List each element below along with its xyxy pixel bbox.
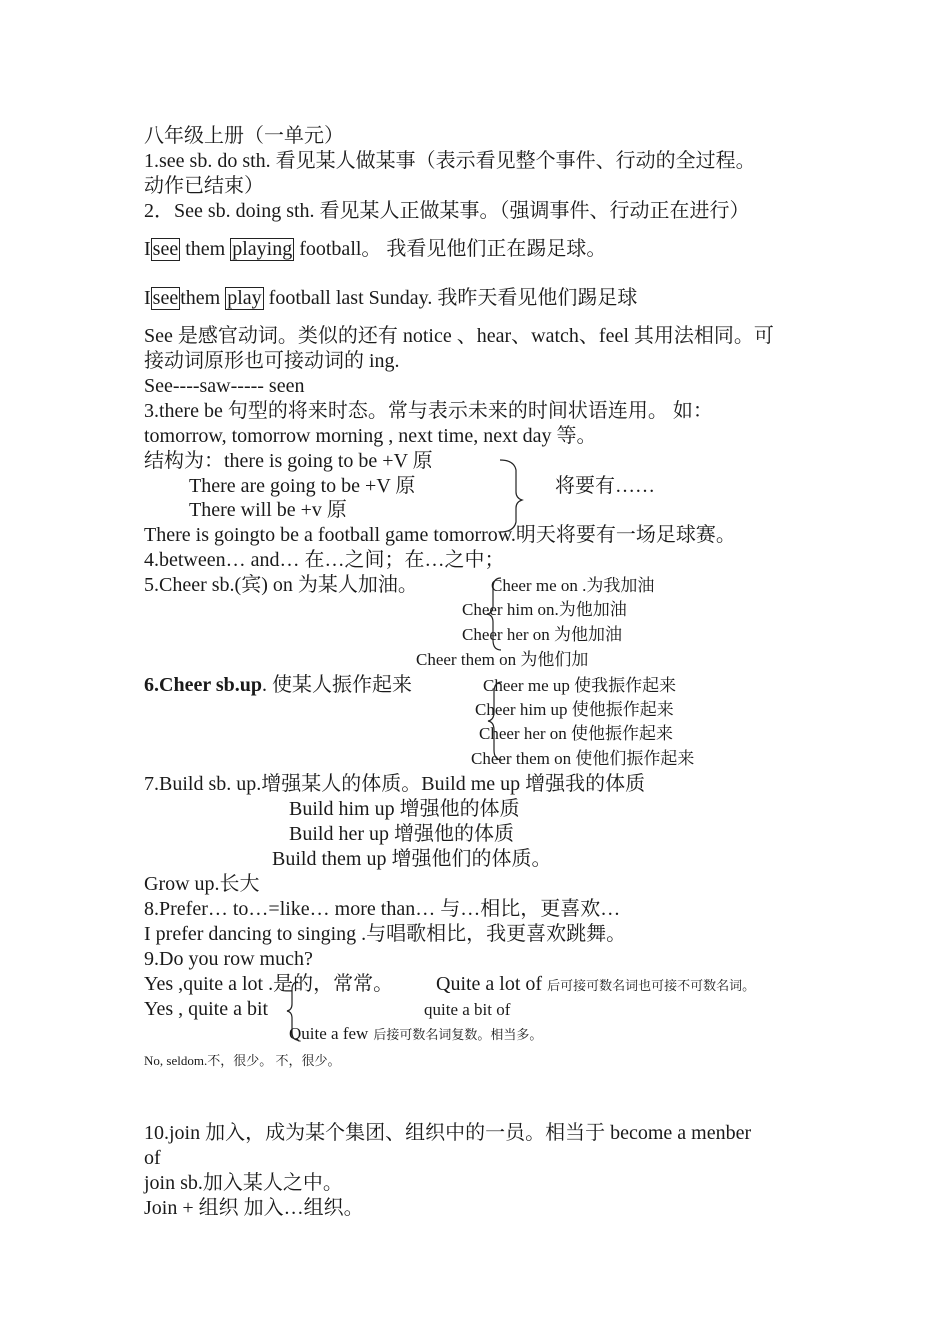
item9-answer2: Yes , quite a bit bbox=[144, 998, 269, 1020]
item6-main bbox=[144, 673, 412, 697]
item3-meaning: 将要有…… bbox=[555, 475, 655, 497]
left-brace-icon bbox=[483, 576, 507, 652]
example2 bbox=[144, 286, 637, 310]
item3-line1: 3.there be 句型的将来时态。常与表示未来的时间状语连用。 如： bbox=[144, 400, 713, 422]
item5-sub-3: Cheer her on 为他加油 bbox=[462, 625, 623, 644]
grow-up: Grow up.长大 bbox=[144, 873, 260, 895]
item5-sub-4: Cheer them on 为他们加 bbox=[416, 650, 589, 669]
quite-a-lot-of-main: Quite a lot of bbox=[436, 973, 543, 995]
example2-verb-boxed: play bbox=[227, 287, 262, 309]
page-heading: 八年级上册（一单元） bbox=[144, 125, 344, 147]
see-note-line1: See 是感官动词。类似的还有 notice 、hear、watch、feel 其用法相同。可 bbox=[144, 325, 774, 347]
item9-question: 9.Do you row much? bbox=[144, 948, 313, 970]
item7-sub-3: Build them up 增强他们的体质。 bbox=[272, 848, 552, 870]
item10-line3: join sb.加入某人之中。 bbox=[144, 1172, 343, 1194]
example2-rest: football last Sunday. 我昨天看见他们踢足球 bbox=[268, 287, 638, 309]
item7-main: 7.Build sb. up.增强某人的体质。Build me up 增强我的体质 bbox=[144, 773, 646, 795]
quite-a-lot-of bbox=[436, 972, 755, 996]
item6-sub-2: Cheer him up 使他振作起来 bbox=[475, 700, 674, 719]
example1-prefix: I bbox=[144, 238, 151, 260]
item8-line1: 8.Prefer… to…=like… more than… 与…相比，更喜欢… bbox=[144, 898, 621, 920]
example1-rest: football。 我看见他们正在踢足球。 bbox=[299, 238, 607, 260]
item7-sub-1: Build him up 增强他的体质 bbox=[289, 798, 520, 820]
item1-line2: 动作已结束） bbox=[144, 175, 264, 197]
item10-line1: 10.join 加入，成为某个集团、组织中的一员。相当于 become a menber bbox=[144, 1122, 752, 1144]
item6-sub-4: Cheer them on 使他们振作起来 bbox=[471, 749, 695, 768]
example1 bbox=[144, 237, 606, 261]
quite-a-few-main: Quite a few bbox=[289, 1024, 369, 1043]
left-brace-icon bbox=[484, 680, 508, 762]
quite-a-lot-of-note: 后可接可数名词也可接不可数名词。 bbox=[547, 978, 756, 993]
item6-sub-3: Cheer her on 使他振作起来 bbox=[479, 724, 674, 743]
item2-line1: 2．See sb. doing sth. 看见某人正做某事。（强调事件、行动正在进行） bbox=[144, 200, 750, 222]
item6-main-rest: . 使某人振作起来 bbox=[262, 674, 412, 696]
example2-them: them bbox=[180, 287, 221, 309]
see-note-line2: 接动词原形也可接动词的 ing. bbox=[144, 350, 400, 372]
item10-line4: Join + 组织 加入…组织。 bbox=[144, 1197, 364, 1219]
example2-prefix: I bbox=[144, 287, 151, 309]
item1-line1: 1.see sb. do sth. 看见某人做某事（表示看见整个事件、行动的全过程。 bbox=[144, 150, 756, 172]
item4: 4.between… and… 在…之间；在…之中； bbox=[144, 549, 505, 571]
item6-main-bold: 6.Cheer sb.up bbox=[144, 674, 262, 696]
quite-a-bit-of: quite a bit of bbox=[424, 1000, 511, 1019]
item3-line2: tomorrow, tomorrow morning , next time, next day 等。 bbox=[144, 425, 597, 447]
item7-sub-2: Build her up 增强他的体质 bbox=[289, 823, 514, 845]
example1-them: them bbox=[185, 238, 226, 260]
example2-see-boxed: see bbox=[152, 287, 179, 309]
item3-structure2: There are going to be +V 原 bbox=[189, 475, 416, 497]
item9-no: No, seldom.不，很少。 不，很少。 bbox=[144, 1053, 341, 1068]
item8-line2: I prefer dancing to singing .与唱歌相比，我更喜欢跳舞。 bbox=[144, 923, 627, 945]
item3-example: There is goingto be a football game tomorrow.明天将要有一场足球赛。 bbox=[144, 524, 736, 546]
item3-structure3: There will be +v 原 bbox=[189, 499, 347, 521]
example1-see-boxed: see bbox=[152, 238, 179, 260]
example1-verb-boxed: playing bbox=[232, 238, 293, 260]
item10-line2: of bbox=[144, 1147, 161, 1169]
quite-a-few bbox=[289, 1021, 542, 1045]
item9-answer1: Yes ,quite a lot .是的，常常。 bbox=[144, 973, 394, 995]
item3-structure1: 结构为：there is going to be +V 原 bbox=[144, 450, 433, 472]
item5-main: 5.Cheer sb.(宾) on 为某人加油。 bbox=[144, 574, 418, 596]
item6-sub-1: Cheer me up 使我振作起来 bbox=[483, 676, 677, 695]
item5-sub-2: Cheer him on.为他加油 bbox=[462, 600, 627, 619]
see-forms: See----saw----- seen bbox=[144, 375, 305, 397]
item5-sub-1: Cheer me on .为我加油 bbox=[491, 576, 655, 595]
quite-a-few-note: 后接可数名词复数。相当多。 bbox=[373, 1027, 543, 1042]
